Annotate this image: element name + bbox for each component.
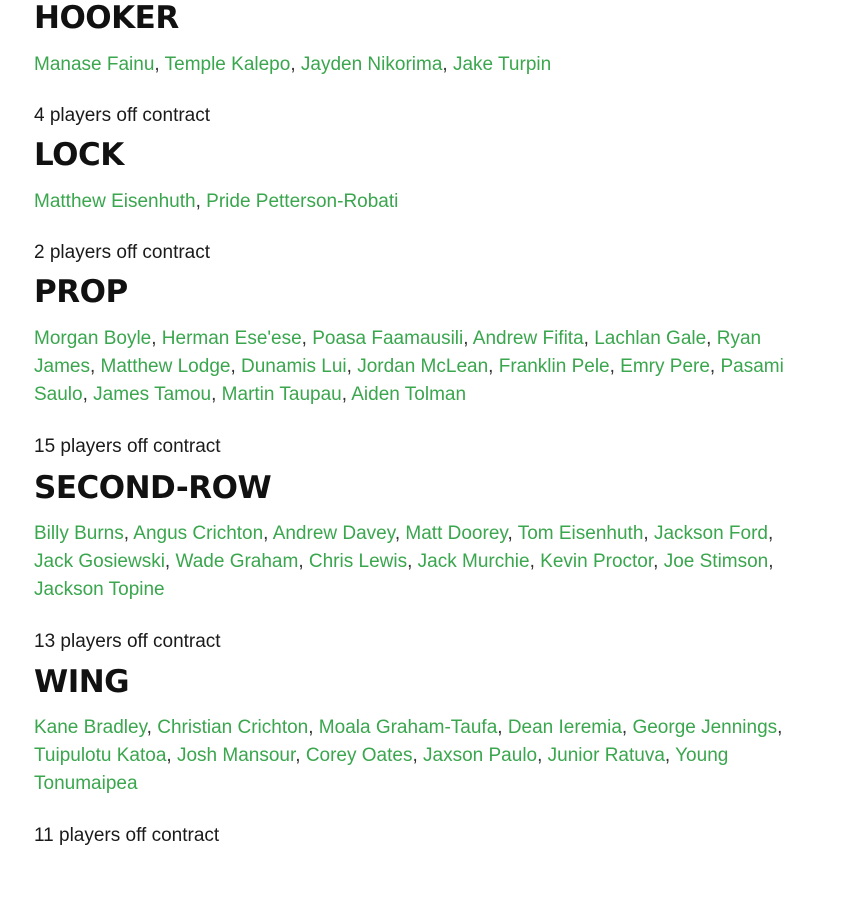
player-link[interactable]: Emry Pere (620, 356, 710, 377)
player-link[interactable]: Dean Ieremia (507, 717, 622, 738)
player-link[interactable]: Poasa Faamausili (312, 328, 464, 349)
player-link[interactable]: Kane Bradley (34, 717, 147, 738)
section-heading: SECOND-ROW (34, 470, 272, 506)
separator: , (583, 328, 595, 349)
player-link[interactable]: Jayden Nikorima (300, 54, 443, 75)
player-link[interactable]: Jackson Ford (653, 523, 768, 544)
separator: , (768, 523, 774, 544)
separator: , (308, 717, 319, 738)
player-link[interactable]: Josh Mansour (176, 745, 296, 766)
separator: , (706, 328, 717, 349)
player-link[interactable]: Jaxson Paulo (423, 745, 538, 766)
separator: , (230, 356, 242, 377)
section-heading: PROP (34, 274, 128, 310)
position-section-second-row (34, 470, 808, 656)
separator: , (529, 551, 541, 572)
player-link[interactable]: Morgan Boyle (34, 328, 152, 349)
position-section-prop (34, 274, 808, 461)
separator: , (82, 384, 94, 405)
separator: , (412, 745, 424, 766)
off-contract-count: 15 players off contract (34, 436, 221, 457)
separator: , (777, 717, 783, 738)
separator: , (497, 717, 508, 738)
separator: , (89, 356, 101, 377)
separator: , (346, 356, 358, 377)
separator: , (263, 523, 273, 544)
player-link[interactable]: Ryan James (34, 328, 762, 377)
separator: , (195, 191, 207, 212)
player-link[interactable]: Lachlan Gale (594, 328, 707, 349)
separator: , (151, 328, 162, 349)
separator: , (643, 523, 654, 544)
player-link[interactable]: Wade Graham (175, 551, 299, 572)
player-link[interactable]: Andrew Davey (272, 523, 395, 544)
player-link[interactable]: Jack Murchie (417, 551, 530, 572)
player-link[interactable]: Kevin Proctor (540, 551, 654, 572)
player-link[interactable]: Manase Fainu (34, 54, 155, 75)
player-list (34, 520, 808, 604)
player-link[interactable]: Jordan McLean (357, 356, 489, 377)
off-contract-count: 13 players off contract (34, 631, 221, 652)
separator: , (154, 54, 165, 75)
player-link[interactable]: Matthew Eisenhuth (34, 191, 196, 212)
position-section-lock (34, 137, 808, 267)
player-link[interactable]: Martin Taupau (221, 384, 342, 405)
player-link[interactable]: Matt Doorey (405, 523, 508, 544)
separator: , (407, 551, 418, 572)
separator: , (290, 54, 301, 75)
player-link[interactable]: Junior Ratuva (547, 745, 665, 766)
player-link[interactable]: Jack Gosiewski (34, 551, 165, 572)
player-link[interactable]: Joe Stimson (663, 551, 769, 572)
player-link[interactable]: Young Tonumaipea (34, 745, 729, 794)
separator: , (442, 54, 453, 75)
player-link[interactable]: Aiden Tolman (351, 384, 467, 405)
separator: , (164, 551, 176, 572)
player-list (34, 188, 808, 216)
separator: , (394, 523, 406, 544)
player-link[interactable]: Matthew Lodge (100, 356, 231, 377)
player-link[interactable]: Franklin Pele (498, 356, 610, 377)
player-link[interactable]: Moala Graham-Taufa (318, 717, 498, 738)
off-contract-count: 2 players off contract (34, 242, 211, 263)
player-link[interactable]: Temple Kalepo (164, 54, 291, 75)
separator: , (537, 745, 548, 766)
player-link[interactable]: Tuipulotu Katoa (34, 745, 167, 766)
separator: , (653, 551, 664, 572)
player-link[interactable]: Pride Petterson-Robati (206, 191, 399, 212)
section-heading: WING (34, 664, 130, 700)
separator: , (609, 356, 621, 377)
player-link[interactable]: Christian Crichton (157, 717, 309, 738)
separator: , (166, 745, 177, 766)
separator: , (146, 717, 158, 738)
separator: , (301, 328, 313, 349)
player-link[interactable]: George Jennings (632, 717, 778, 738)
separator: , (298, 551, 309, 572)
separator: , (507, 523, 518, 544)
section-heading: HOOKER (34, 0, 179, 36)
separator: , (211, 384, 222, 405)
separator: , (709, 356, 721, 377)
separator: , (488, 356, 499, 377)
separator: , (295, 745, 306, 766)
player-list (34, 51, 808, 79)
player-link[interactable]: Pasami Saulo (34, 356, 784, 405)
position-section-hooker (34, 0, 808, 130)
player-link[interactable]: Billy Burns (34, 523, 124, 544)
position-section-wing (34, 664, 808, 850)
off-contract-count: 4 players off contract (34, 105, 211, 126)
player-link[interactable]: James Tamou (93, 384, 212, 405)
separator: , (621, 717, 633, 738)
player-link[interactable]: Jake Turpin (452, 54, 552, 75)
separator: , (123, 523, 134, 544)
player-link[interactable]: Dunamis Lui (241, 356, 347, 377)
separator: , (463, 328, 473, 349)
player-link[interactable]: Angus Crichton (133, 523, 264, 544)
player-link[interactable]: Jackson Topine (34, 579, 165, 600)
separator: , (664, 745, 676, 766)
player-link[interactable]: Andrew Fifita (472, 328, 584, 349)
player-list (34, 325, 808, 409)
player-link[interactable]: Tom Eisenhuth (517, 523, 644, 544)
player-link[interactable]: Chris Lewis (308, 551, 408, 572)
player-link[interactable]: Herman Ese'ese (161, 328, 302, 349)
separator: , (341, 384, 352, 405)
section-heading: LOCK (34, 137, 124, 173)
player-link[interactable]: Corey Oates (305, 745, 413, 766)
separator: , (768, 551, 774, 572)
player-list (34, 714, 808, 798)
off-contract-count: 11 players off contract (34, 825, 220, 846)
